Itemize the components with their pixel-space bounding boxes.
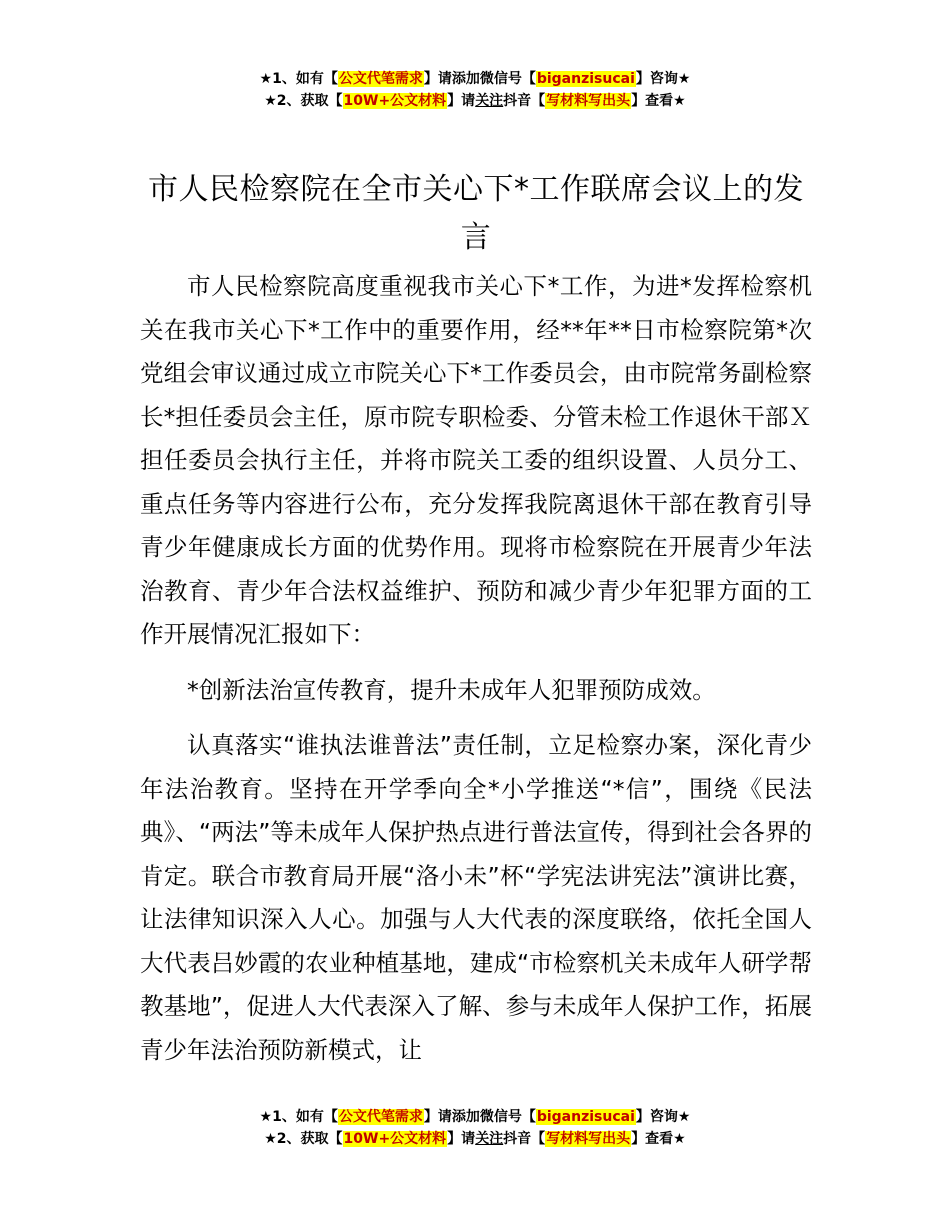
promo-footer-highlight-douyin-account: 写材料写出头 (546, 1131, 631, 1147)
promo-footer-line-2-middle-a: 】请 (447, 1131, 476, 1147)
promo-footer-line-2 (0, 1128, 950, 1150)
promo-line-1-prefix: ★1、如有【 (259, 71, 338, 87)
promo-line-1-suffix: 】咨询★ (635, 71, 691, 87)
promo-highlight-douyin-account: 写材料写出头 (546, 93, 631, 109)
promo-footer-underlined-follow: 关注 (475, 1131, 504, 1147)
promo-underlined-follow: 关注 (475, 93, 504, 109)
promo-highlight-wechat-id: biganzisucai (536, 71, 635, 87)
promo-line-2 (0, 90, 950, 112)
promo-footer-line-1 (0, 1106, 950, 1128)
promo-footer-highlight-materials: 10W+公文材料 (343, 1131, 447, 1147)
promo-line-2-middle-a: 】请 (447, 93, 476, 109)
promo-footer-line-2-middle-b: 抖音【 (503, 1131, 546, 1147)
paragraph-law-education: 认真落实“谁执法谁普法”责任制，立足检察办案，深化青少年法治教育。坚持在开学季向全*小学推送“*信”，围绕《民法典》、“两法”等未成年人保护热点进行普法宣传，得到社会各界的肯定。联合市教育局开展“洛小未”杯“学宪法讲宪法”演讲比赛，让法律知识深入人心。加强与人大代表的深度联络，依托全国人大代表吕妙霞的农业种植基地，建成“市检察机关未成年人研学帮教基地”，促进人大代表深入了解、参与未成年人保护工作，拓展青少年法治预防新模式，让 (140, 731, 812, 1064)
paragraph-intro: 市人民检察院高度重视我市关心下*工作，为进*发挥检察机关在我市关心下*工作中的重要作用，经**年**日市检察院第*次党组会审议通过成立市院关心下*工作委员会，由市院常务副检察长*担任委员会主任，原市院专职检委、分管未检工作退休干部Ｘ担任委员会执行主任，并将市院关工委的组织设置、人员分工、重点任务等内容进行公布，充分发挥我院离退休干部在教育引导青少年健康成长方面的优势作用。现将市检察院在开展青少年法治教育、青少年合法权益维护、预防和减少青少年犯罪方面的工作开展情况汇报如下： (140, 272, 812, 648)
promo-line-2-middle-b: 抖音【 (503, 93, 546, 109)
promo-line-2-prefix: ★2、获取【 (264, 93, 343, 109)
promo-footer-highlight-wechat-id: biganzisucai (536, 1109, 635, 1125)
promo-line-1-middle: 】请添加微信号【 (423, 71, 536, 87)
promo-footer-highlight-writing-service: 公文代笔需求 (338, 1109, 423, 1125)
promo-header (0, 68, 950, 112)
promo-footer-line-2-suffix: 】查看★ (631, 1131, 686, 1147)
promo-line-2-suffix: 】查看★ (631, 93, 686, 109)
promo-footer-line-1-suffix: 】咨询★ (635, 1109, 691, 1125)
promo-footer (0, 1106, 950, 1150)
promo-footer-line-1-middle: 】请添加微信号【 (423, 1109, 536, 1125)
promo-footer-line-2-prefix: ★2、获取【 (264, 1131, 343, 1147)
promo-footer-line-1-prefix: ★1、如有【 (259, 1109, 338, 1125)
document-body (140, 265, 812, 1072)
document-title: 市人民检察院在全市关心下*工作联席会议上的发言 (148, 172, 804, 255)
promo-highlight-materials: 10W+公文材料 (343, 93, 447, 109)
paragraph-section-heading: *创新法治宣传教育，提升未成年人犯罪预防成效。 (187, 675, 716, 704)
promo-line-1 (0, 68, 950, 90)
promo-highlight-writing-service: 公文代笔需求 (338, 71, 423, 87)
